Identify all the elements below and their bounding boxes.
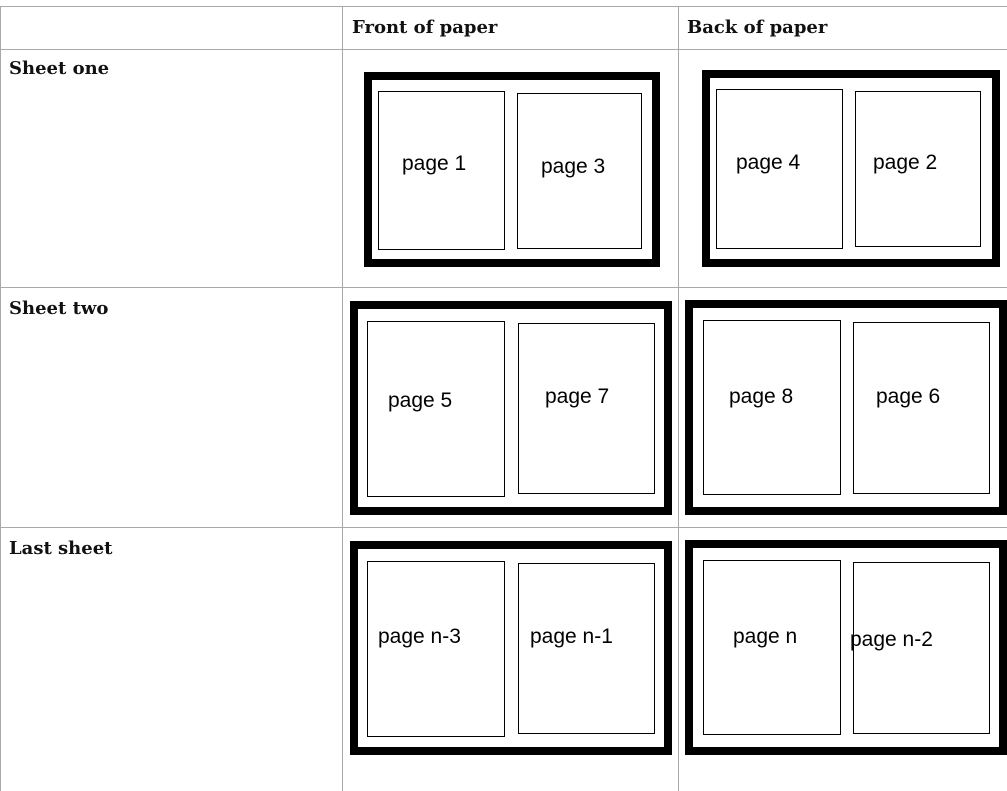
row-divider-2: [0, 527, 1007, 528]
page-label: page n-3: [378, 625, 461, 648]
table-left-border: [0, 6, 1, 791]
page-label: page 5: [388, 389, 453, 412]
column-divider-2: [678, 6, 679, 791]
column-divider-1: [342, 6, 343, 791]
page-label: page n-1: [530, 625, 613, 648]
page-label: page 2: [873, 151, 938, 174]
page-label: page 4: [736, 151, 801, 174]
page-label: page 8: [729, 385, 794, 408]
header-back-of-paper: Back of paper: [687, 17, 828, 38]
page-label: page n: [733, 625, 798, 648]
page-label: page 6: [876, 385, 941, 408]
row-label-last-sheet: Last sheet: [9, 538, 113, 559]
table-top-border: [0, 6, 1007, 7]
row-label-sheet-two: Sheet two: [9, 298, 109, 319]
page-label: page n-2: [850, 628, 933, 651]
header-front-of-paper: Front of paper: [352, 17, 498, 38]
page-label: page 3: [541, 155, 606, 178]
last-sheet-front-page-left: [367, 561, 505, 737]
header-divider: [0, 49, 1007, 50]
row-divider-1: [0, 287, 1007, 288]
row-label-sheet-one: Sheet one: [9, 58, 110, 79]
page-label: page 7: [545, 385, 610, 408]
page-label: page 1: [402, 152, 467, 175]
